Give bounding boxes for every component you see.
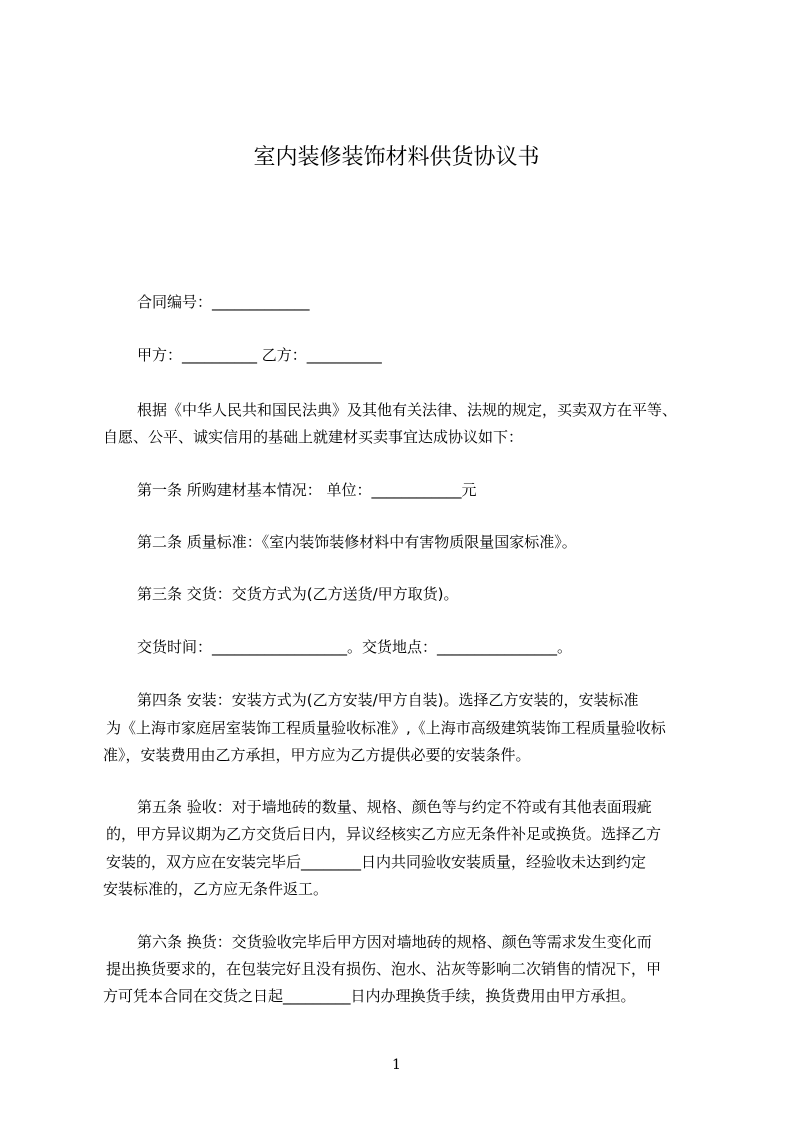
article-2: 第二条 质量标准：《室内装饰装修材料中有害物质限量国家标准》。 <box>137 533 577 551</box>
article-5-line-2: 的，甲方异议期为乙方交货后日内，异议经核实乙方应无条件补足或换货。选择乙方 <box>106 825 662 843</box>
preamble-line-2: 自愿、公平、诚实信用的基础上就建材买卖事宜达成协议如下： <box>103 428 524 446</box>
article-6-line-2: 提出换货要求的，在包装完好且没有损伤、泡水、沾灰等影响二次销售的情况下，甲 <box>106 960 662 978</box>
article-5-line-3: 安装的，双方应在安装完毕后________日内共同验收安装质量，经验收未达到约定 <box>106 853 647 871</box>
contract-number-line: 合同编号：_____________ <box>137 293 310 311</box>
article-1: 第一条 所购建材基本情况： 单位：____________元 <box>137 481 477 499</box>
article-3: 第三条 交货：交货方式为(乙方送货/甲方取货)。 <box>137 585 459 603</box>
document-title: 室内装修装饰材料供货协议书 <box>253 145 540 170</box>
article-4-line-3: 准》，安装费用由乙方承担，甲方应为乙方提供必要的安装条件。 <box>103 746 531 764</box>
article-6-line-1: 第六条 换货：交货验收完毕后甲方因对墙地砖的规格、颜色等需求发生变化而 <box>137 933 652 951</box>
preamble-line-1: 根据《中华人民共和国民法典》及其他有关法律、法规的规定，买卖双方在平等、 <box>137 401 678 419</box>
delivery-line: 交货时间：__________________。交货地点：________________。 <box>137 638 573 656</box>
parties-line: 甲方：__________ 乙方：__________ <box>137 346 382 364</box>
article-5-line-4: 安装标准的，乙方应无条件返工。 <box>103 880 329 898</box>
article-5-line-1: 第五条 验收：对于墙地砖的数量、规格、颜色等与约定不符或有其他表面瑕疵 <box>137 798 652 816</box>
page-number: 1 <box>392 1057 401 1073</box>
article-6-line-3: 方可凭本合同在交货之日起_________日内办理换货手续，换货费用由甲方承担。 <box>103 987 636 1005</box>
article-4-line-1: 第四条 安装：安装方式为(乙方安装/甲方自装)。选择乙方安装的，安装标准 <box>137 691 639 709</box>
article-4-line-2: 为《上海市家庭居室装饰工程质量验收标准》,《上海市高级建筑装饰工程质量验收标 <box>106 719 666 737</box>
